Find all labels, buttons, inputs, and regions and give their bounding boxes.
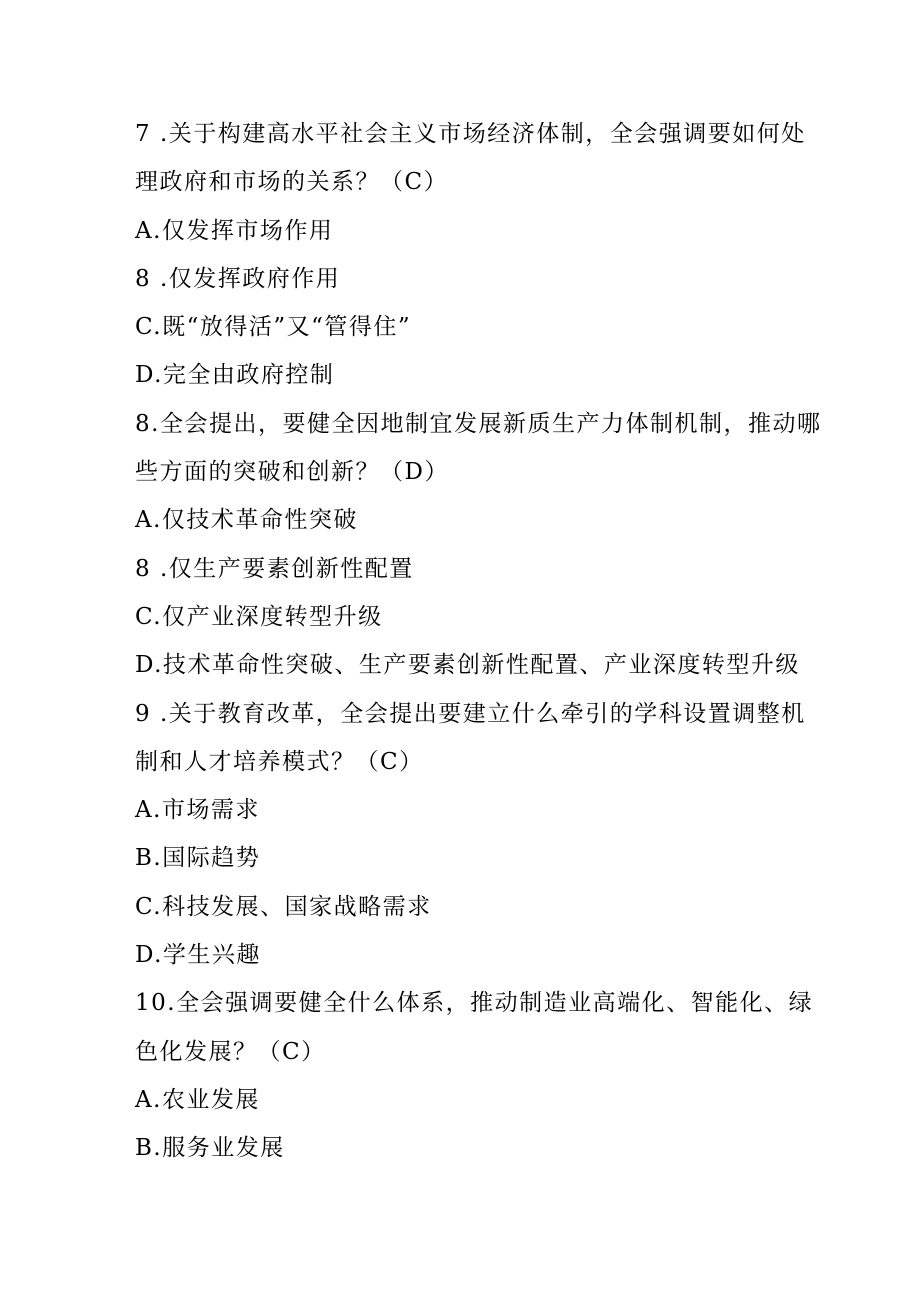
question-7-option-a: A.仅发挥市场作用 <box>135 217 334 244</box>
question-7-option-d: D.完全由政府控制 <box>135 362 335 389</box>
question-8-option-c: C.仅产业深度转型升级 <box>135 603 383 630</box>
question-8-text-line-1: 8.全会提出，要健全因地制宜发展新质生产力体制机制，推动哪 <box>135 410 822 437</box>
question-9-text-line-2: 制和人才培养模式？（C） <box>135 748 424 775</box>
question-10-option-b: B.服务业发展 <box>135 1135 285 1162</box>
question-7-text-line-2: 理政府和市场的关系？（C） <box>135 169 449 196</box>
question-8-option-a: A.仅技术革命性突破 <box>135 507 358 534</box>
question-8-text-line-2: 些方面的突破和创新？（D） <box>135 459 449 486</box>
question-8-option-b: 8 .仅生产要素创新性配置 <box>135 555 414 582</box>
question-9-option-d: D.学生兴趣 <box>135 942 261 969</box>
question-9-text-line-1: 9 .关于教育改革，全会提出要建立什么牵引的学科设置调整机 <box>135 700 806 727</box>
question-7-option-b: 8 .仅发挥政府作用 <box>135 265 341 292</box>
question-9-option-c: C.科技发展、国家战略需求 <box>135 893 432 920</box>
question-7-text-line-1: 7 .关于构建高水平社会主义市场经济体制，全会强调要如何处 <box>135 121 806 147</box>
question-8-option-d: D.技术革命性突破、生产要素创新性配置、产业深度转型升级 <box>135 652 800 679</box>
question-10-option-a: A.农业发展 <box>135 1086 260 1113</box>
question-10-text-line-1: 10.全会强调要健全什么体系，推动制造业高端化、智能化、绿 <box>135 990 814 1017</box>
question-7-option-c: C.既“放得活”又“管得住” <box>135 314 412 341</box>
question-9-option-b: B.国际趋势 <box>135 845 261 872</box>
document-body <box>135 110 822 1173</box>
question-9-option-a: A.市场需求 <box>135 797 260 824</box>
question-10-text-line-2: 色化发展？（C） <box>135 1038 326 1065</box>
